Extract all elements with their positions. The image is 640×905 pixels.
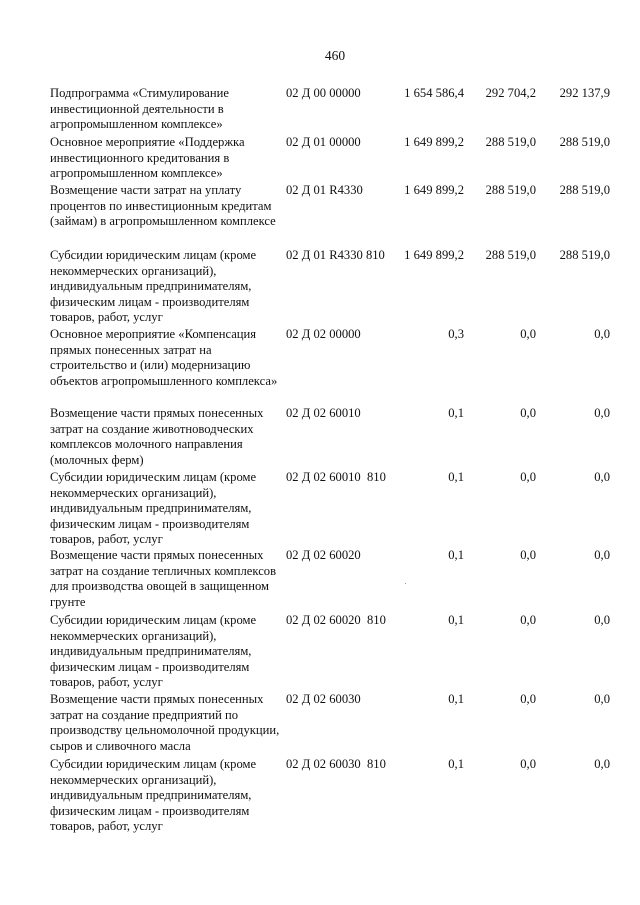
row-value-3: 0,0 (594, 470, 610, 484)
row-value-1: 0,1 (448, 757, 464, 771)
row-value-2: 288 519,0 (485, 183, 536, 197)
row-name: Субсидии юридическим лицам (кроме некоммерческих организаций), индивидуальным предпринимателям, физическим лицам - производителям товаров, работ, услуг (50, 757, 257, 833)
row-value-2: 0,0 (520, 470, 536, 484)
row-value-3: 0,0 (594, 613, 610, 627)
row-code: 02 Д 02 60020 810 (286, 613, 386, 627)
row-value-3: 0,0 (594, 757, 610, 771)
row-value-3: 292 137,9 (559, 86, 610, 100)
row-code: 02 Д 01 R4330 (286, 183, 363, 197)
row-value-1: 0,1 (448, 470, 464, 484)
row-code: 02 Д 02 00000 (286, 327, 361, 341)
row-value-3: 0,0 (594, 692, 610, 706)
row-value-3: 288 519,0 (559, 135, 610, 149)
row-name: Субсидии юридическим лицам (кроме некоммерческих организаций), индивидуальным предпринимателям, физическим лицам - производителям товаров, работ, услуг (50, 470, 257, 546)
row-code: 02 Д 02 60010 (286, 406, 361, 420)
row-code: 02 Д 02 60010 810 (286, 470, 386, 484)
row-name: Основное мероприятие «Поддержка инвестиционного кредитования в агропромышленном комплексе» (50, 135, 245, 180)
row-value-2: 0,0 (520, 757, 536, 771)
row-value-1: 0,1 (448, 613, 464, 627)
row-name: Субсидии юридическим лицам (кроме некоммерческих организаций), индивидуальным предпринимателям, физическим лицам - производителям товаров, работ, услуг (50, 613, 257, 689)
row-name: Возмещение части прямых понесенных затрат на создание предприятий по производству цельномолочной продукции, сыров и сливочного масла (50, 692, 280, 753)
row-value-2: 0,0 (520, 692, 536, 706)
row-value-3: 0,0 (594, 406, 610, 420)
row-value-3: 288 519,0 (559, 248, 610, 262)
row-name: Возмещение части прямых понесенных затрат на создание тепличных комплексов для производства овощей в защищенном грунте (50, 548, 277, 609)
row-value-1: 1 649 899,2 (404, 183, 464, 197)
row-name: Возмещение части прямых понесенных затрат на создание животноводческих комплексов молочного направления (молочных ферм) (50, 406, 264, 467)
row-value-1: 0,1 (448, 692, 464, 706)
row-value-1: 0,1 (448, 406, 464, 420)
row-value-2: 288 519,0 (485, 248, 536, 262)
row-code: 02 Д 00 00000 (286, 86, 361, 100)
page-number: 460 (324, 48, 346, 63)
row-code: 02 Д 01 00000 (286, 135, 361, 149)
row-name: Субсидии юридическим лицам (кроме некоммерческих организаций), индивидуальным предпринимателям, физическим лицам - производителям товаров, работ, услуг (50, 248, 257, 324)
row-value-2: 0,0 (520, 406, 536, 420)
row-code: 02 Д 02 60030 810 (286, 757, 386, 771)
row-value-3: 0,0 (594, 548, 610, 562)
row-name: Основное мероприятие «Компенсация прямых понесенных затрат на строительство и (или) модернизацию объектов агропромышленного комплекса» (50, 327, 278, 388)
row-value-1: 1 654 586,4 (404, 86, 464, 100)
row-value-3: 0,0 (594, 327, 610, 341)
row-value-2: 292 704,2 (485, 86, 536, 100)
row-value-3: 288 519,0 (559, 183, 610, 197)
row-value-1: 0,1 (448, 548, 464, 562)
row-value-2: 0,0 (520, 548, 536, 562)
row-value-2: 0,0 (520, 613, 536, 627)
row-value-2: 288 519,0 (485, 135, 536, 149)
row-value-1: 1 649 899,2 (404, 135, 464, 149)
row-code: 02 Д 02 60020 (286, 548, 361, 562)
row-value-2: 0,0 (520, 327, 536, 341)
row-value-1: 0,3 (448, 327, 464, 341)
scan-speck (405, 583, 406, 584)
row-value-1: 1 649 899,2 (404, 248, 464, 262)
row-code: 02 Д 02 60030 (286, 692, 361, 706)
row-name: Подпрограмма «Стимулирование инвестиционной деятельности в агропромышленном комплексе» (50, 86, 229, 131)
row-name: Возмещение части затрат на уплату процентов по инвестиционным кредитам (займам) в агропромышленном комплексе (50, 183, 276, 228)
row-code: 02 Д 01 R4330 810 (286, 248, 385, 262)
